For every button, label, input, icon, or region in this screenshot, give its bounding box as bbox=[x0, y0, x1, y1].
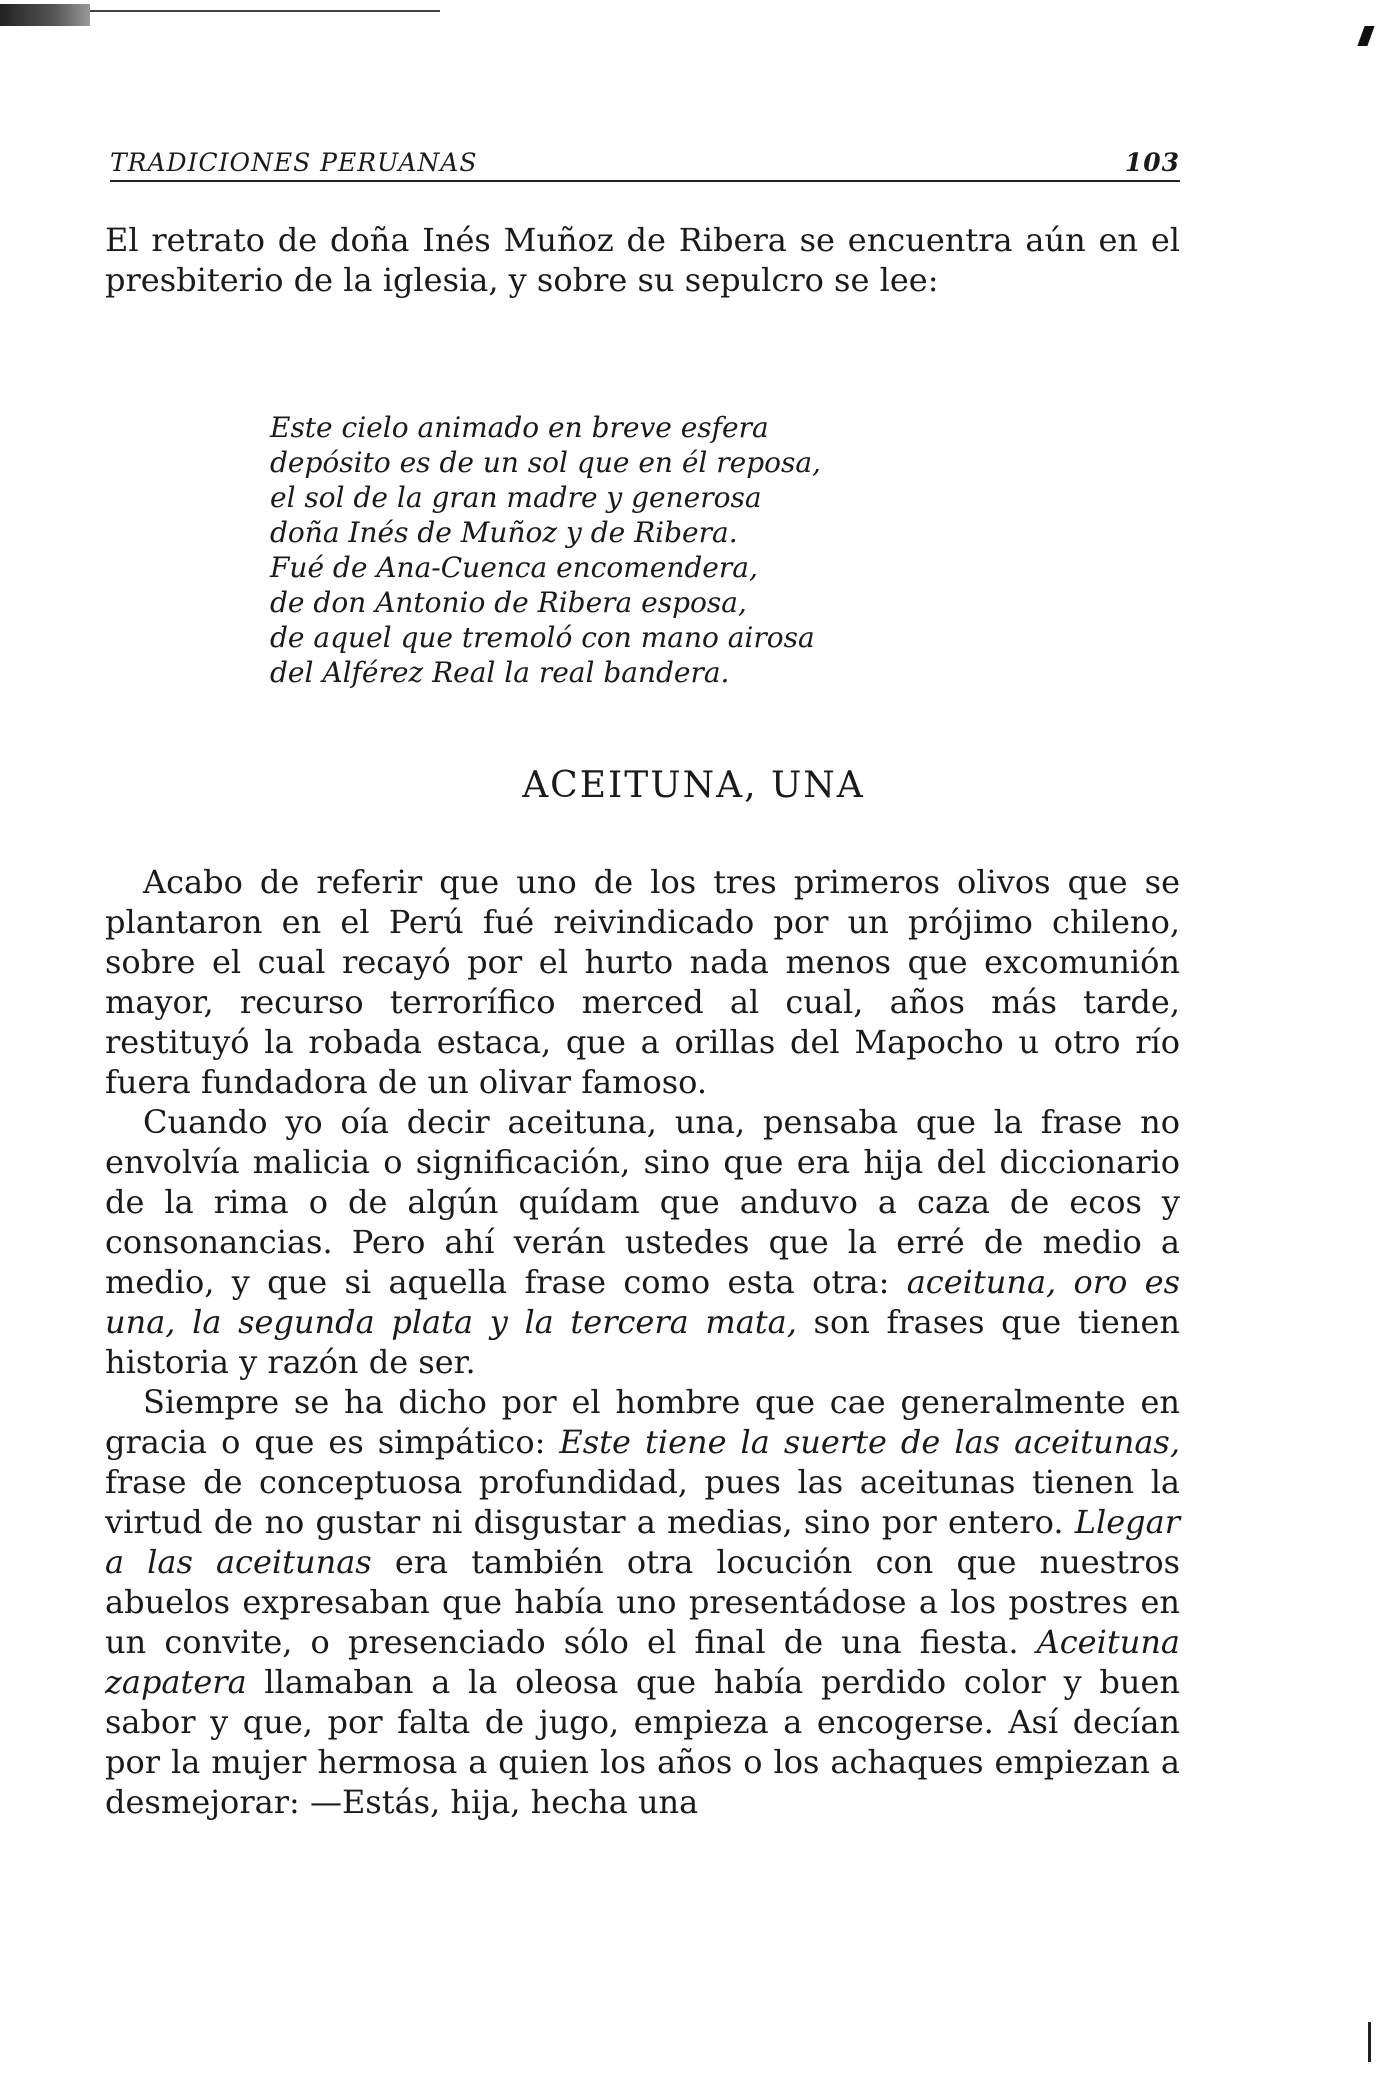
body-text bbox=[105, 862, 1180, 1822]
italic-phrase: aceituna, oro es una, la segunda plata y la tercera mata, bbox=[105, 1263, 1181, 1341]
page-number: 103 bbox=[1124, 148, 1180, 177]
text-run: Cuando yo oía decir aceituna, una, pensaba que la frase no envolvía malicia o significación, sino que era hija del diccionario de la rima o de algún quídam que anduvo a caza de ecos y consonancias. Pero ahí verán ustedes que la erré de medio a medio, y que si aquella frase como esta otra: bbox=[105, 1103, 1180, 1301]
scan-edge-line bbox=[90, 10, 440, 12]
poem-line: doña Inés de Muñoz y de Ribera. bbox=[270, 516, 738, 549]
running-title: TRADICIONES PERUANAS bbox=[110, 148, 478, 177]
scan-edge-mark bbox=[0, 4, 440, 26]
poem-line: depósito es de un sol que en él reposa, bbox=[270, 446, 821, 479]
paragraph bbox=[105, 1102, 1180, 1382]
poem-line: del Alférez Real la real bandera. bbox=[270, 656, 730, 689]
epitaph-poem bbox=[270, 410, 1050, 690]
text-run: era también otra locución con que nuestros abuelos expresaban que había uno presentádose a los postres en un convite, o presenciado sólo el final de una fiesta. bbox=[105, 1543, 1181, 1661]
text-run: son frases que tienen historia y razón de ser. bbox=[105, 1303, 1181, 1381]
italic-phrase: Llegar a las aceitunas bbox=[105, 1503, 1180, 1581]
scan-edge-bar bbox=[0, 4, 90, 26]
poem-line: Este cielo animado en breve esfera bbox=[270, 411, 769, 444]
scan-corner-mark bbox=[1357, 26, 1374, 46]
italic-phrase: Aceituna zapatera bbox=[105, 1623, 1180, 1701]
text-run: llamaban a la oleosa que había perdido color y buen sabor y que, por falta de jugo, empieza a encogerse. Así decían por la mujer hermosa a quien los años o los achaques empiezan a desmejorar: —Estás, hija, hecha una bbox=[105, 1663, 1180, 1821]
text-run: Siempre se ha dicho por el hombre que cae generalmente en gracia o que es simpático: bbox=[105, 1383, 1180, 1461]
paragraph bbox=[105, 1382, 1180, 1822]
poem-line: el sol de la gran madre y generosa bbox=[270, 481, 762, 514]
text-run: frase de conceptuosa profundidad, pues las aceitunas tienen la virtud de no gustar ni disgustar a medias, sino por entero. bbox=[105, 1463, 1180, 1541]
poem-line: de don Antonio de Ribera esposa, bbox=[270, 586, 747, 619]
poem-line: Fué de Ana-Cuenca encomendera, bbox=[270, 551, 758, 584]
paragraph: Acabo de referir que uno de los tres primeros olivos que se plantaron en el Perú fué reivindicado por un prójimo chileno, sobre el cual recayó por el hurto nada menos que excomunión mayor, recurso terrorífico merced al cual, años más tarde, restituyó la robada estaca, que a orillas del Mapocho u otro río fuera fundadora de un olivar famoso. bbox=[105, 863, 1180, 1101]
intro-paragraph: El retrato de doña Inés Muñoz de Ribera se encuentra aún en el presbiterio de la iglesia, y sobre su sepulcro se lee: bbox=[105, 221, 1180, 299]
scan-bottom-mark bbox=[1368, 2022, 1371, 2062]
page-header bbox=[110, 148, 1180, 182]
section-title: ACEITUNA, UNA bbox=[522, 765, 865, 806]
italic-phrase: Este tiene la suerte de las aceitunas, bbox=[559, 1423, 1181, 1461]
poem-line: de aquel que tremoló con mano airosa bbox=[270, 621, 815, 654]
